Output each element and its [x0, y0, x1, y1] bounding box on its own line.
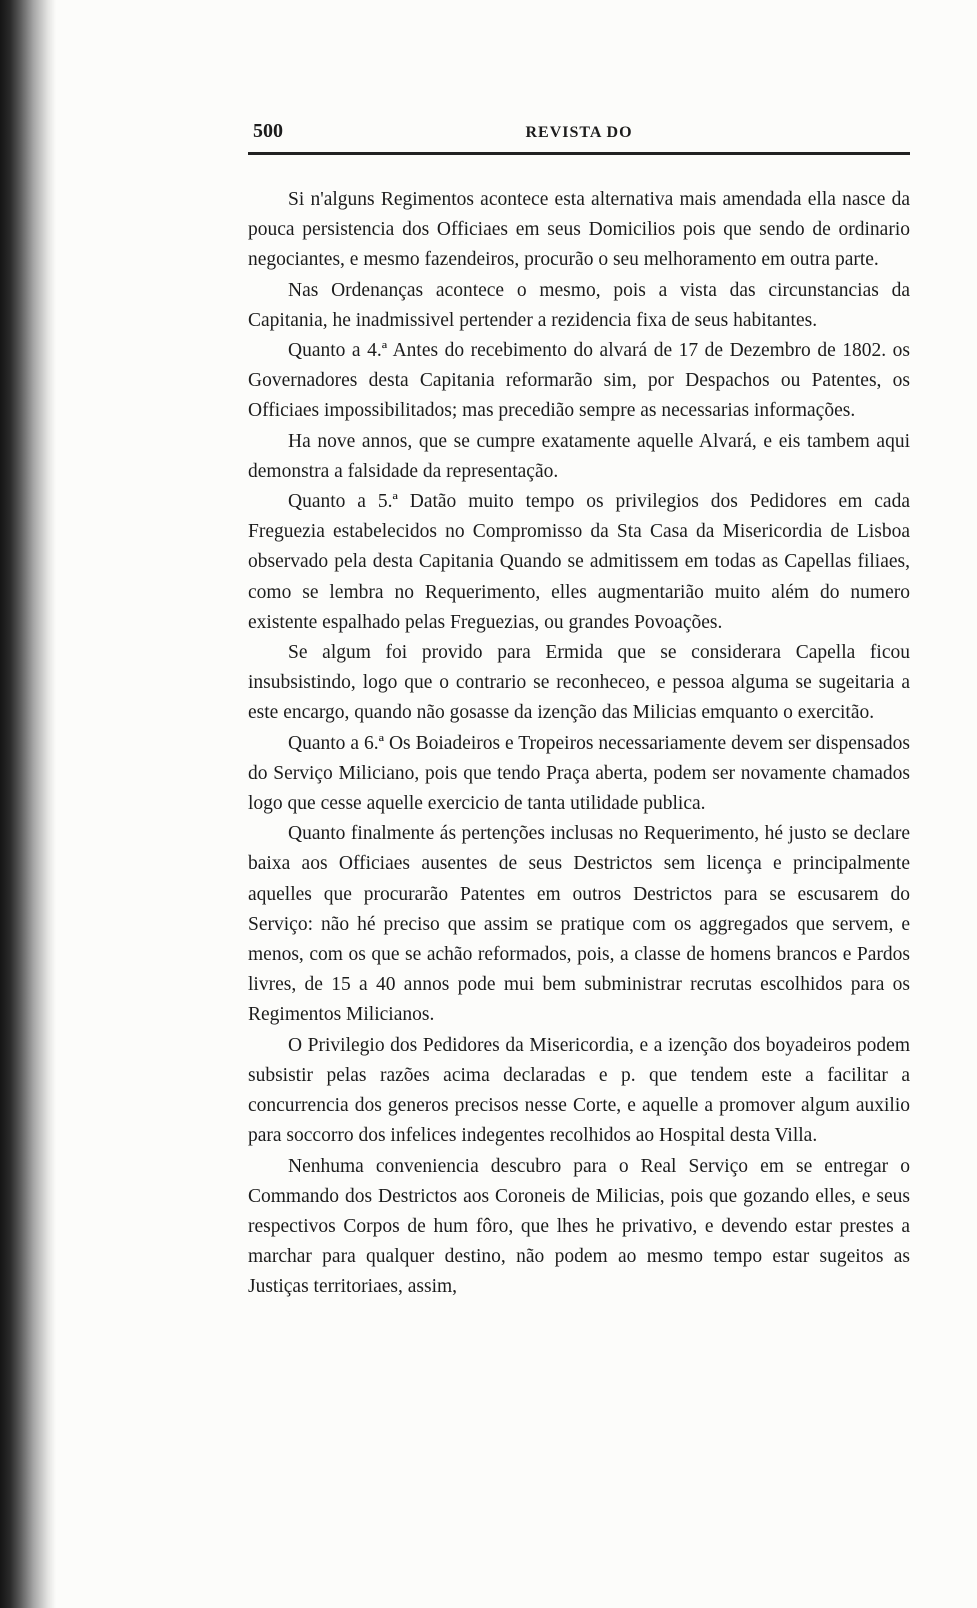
document-page — [248, 112, 910, 1303]
paragraph: Si n'alguns Regimentos acontece esta alternativa mais amendada ella nasce da pouca persistencia dos Officiaes em seus Domicilios pois que sendo de ordinario negociantes, e mesmo fazendeiros, procurão o seu melhoramento em outra parte. — [248, 189, 910, 271]
paragraph: O Privilegio dos Pedidores da Misericordia, e a izenção dos boyadeiros podem subsistir pelas razões acima declaradas e p. que tendem este a facilitar a concurrencia dos generos precisos nesse Corte, e aquelle a promover algum auxilio para soccorro dos infelices indegentes recolhidos ao Hospital desta Villa. — [248, 1034, 910, 1147]
paragraph: Quanto a 5.ª Datão muito tempo os privilegios dos Pedidores em cada Freguezia estabelecidos no Compromisso da Sta Casa da Misericordia de Lisboa observado pela desta Capitania Quando se admitissem em todas as Capellas filiaes, como se lembra no Requerimento, elles augmentarião muito além do numero existente espalhado pelas Freguezias, ou grandes Povoações. — [248, 491, 910, 633]
page-number: 500 — [253, 120, 283, 142]
paragraph: Nas Ordenanças acontece o mesmo, pois a vista das circunstancias da Capitania, he inadmissivel pertender a rezidencia fixa de seus habitantes. — [248, 279, 910, 331]
paragraph: Quanto finalmente ás pertenções inclusas no Requerimento, hé justo se declare baixa aos Officiaes ausentes de seus Destrictos sem licença e principalmente aquelles que procurarão Patentes em outros Destrictos para se escusarem do Serviço: não hé preciso que assim se pratique com os aggregados que servem, e menos, com os que se achão reformados, pois, a classe de homens brancos e Pardos livres, de 15 a 40 annos pode mui bem subministrar recrutas escolhidos para os Regimentos Milicianos. — [248, 823, 910, 1026]
paragraph: Nenhuma conveniencia descubro para o Real Serviço em se entregar o Commando dos Destrictos aos Coroneis de Milicias, pois que gozando elles, e seus respectivos Corpos de hum fôro, que lhes he privativo, e devendo estar prestes a marchar para qualquer destino, não podem ao mesmo tempo estar sugeitos as Justiças territoriaes, assim, — [248, 1155, 910, 1298]
paragraph: Ha nove annos, que se cumpre exatamente aquelle Alvará, e eis tambem aqui demonstra a falsidade da representação. — [248, 430, 910, 482]
paragraph: Quanto a 6.ª Os Boiadeiros e Tropeiros necessariamente devem ser dispensados do Serviço Miliciano, pois que tendo Praça aberta, podem ser novamente chamados logo que cesse aquelle exercicio de tanta utilidade publica. — [248, 732, 910, 815]
body-text — [248, 185, 910, 1303]
paragraph: Se algum foi provido para Ermida que se considerara Capella ficou insubsistindo, logo que o contrario se reconheceo, e pessoa alguma se sugeitaria a este encargo, quando não gosasse da izenção das Milicias emquanto o exercitão. — [248, 642, 910, 724]
book-binding-shadow — [0, 0, 56, 1608]
running-head: REVISTA DO — [525, 124, 633, 141]
paragraph: Quanto a 4.ª Antes do recebimento do alvará de 17 de Dezembro de 1802. os Governadores desta Capitania reformarão sim, por Despachos ou Patentes, os Officiaes impossibilitados; mas precedião sempre as necessarias informações. — [248, 340, 910, 422]
header-rule — [248, 152, 910, 155]
page-header — [248, 112, 910, 148]
